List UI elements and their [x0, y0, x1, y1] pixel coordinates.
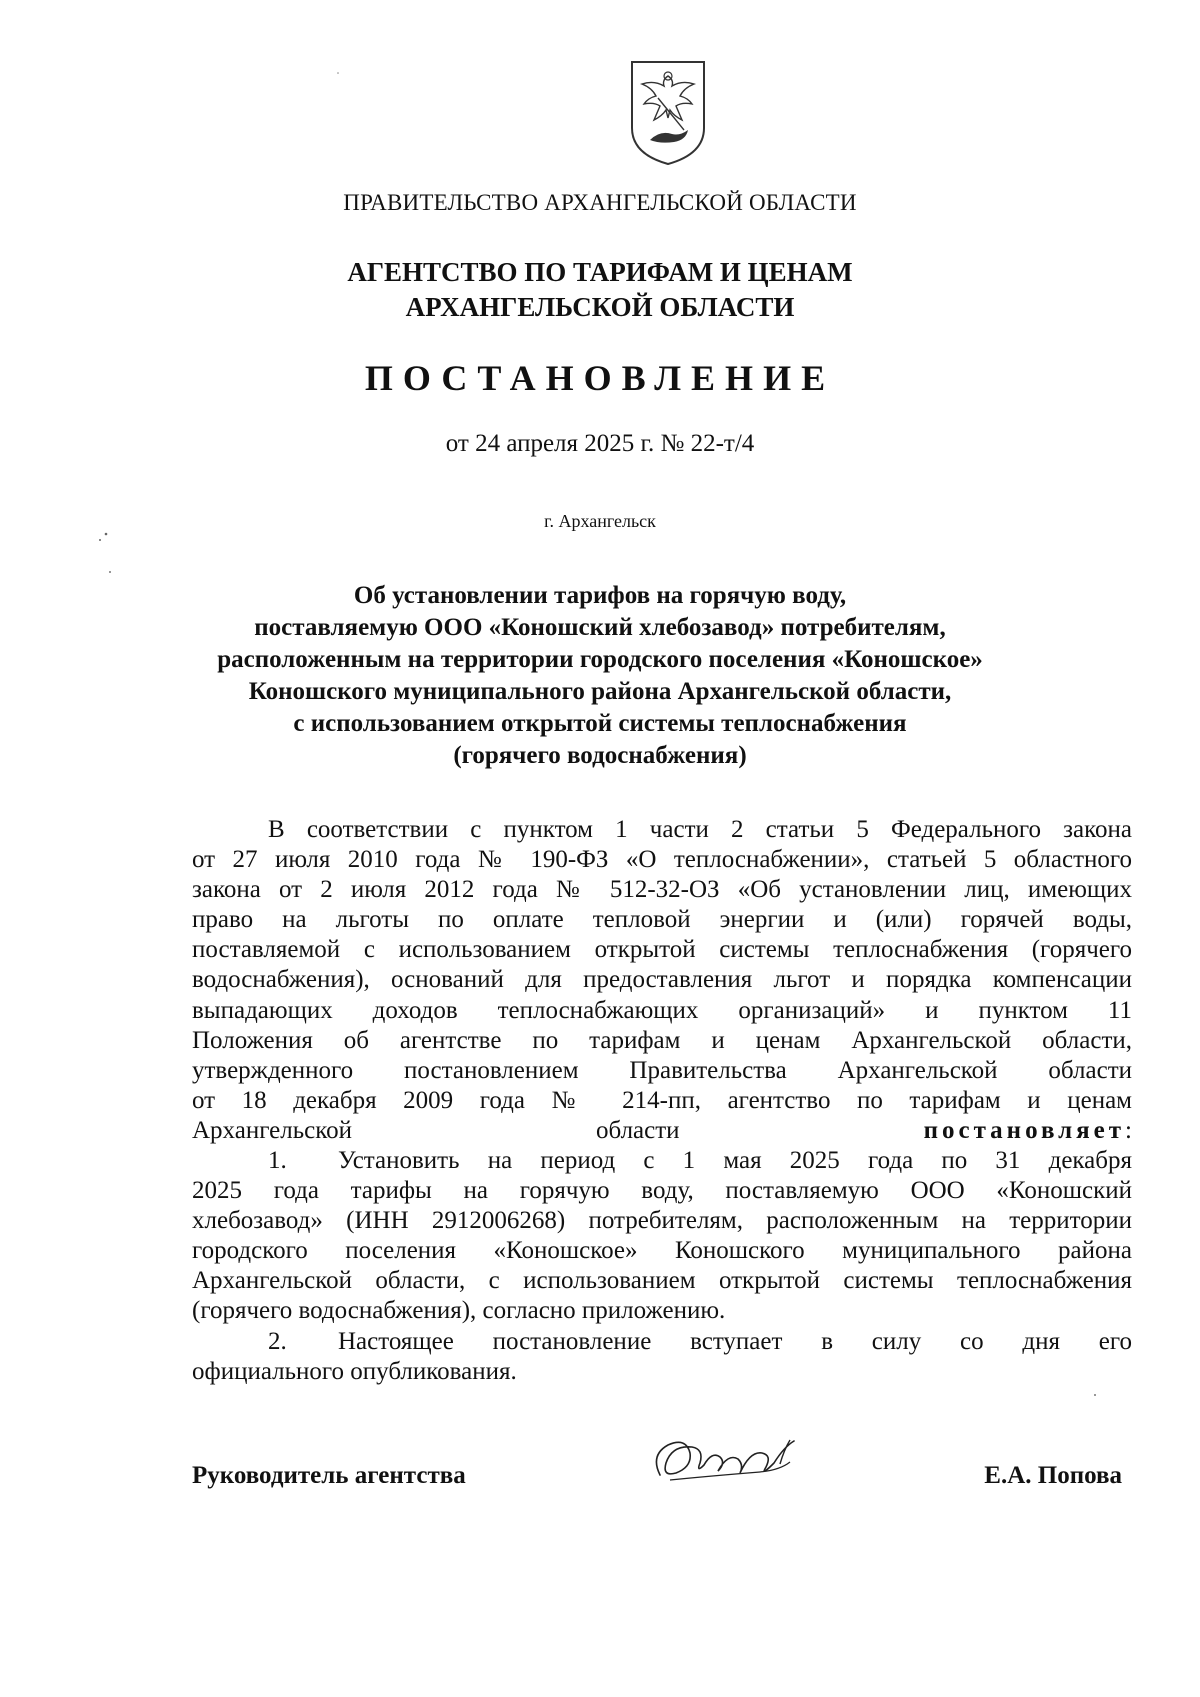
signatory-position: Руководитель агентства: [192, 1462, 466, 1489]
body-line: от 18 декабря 2009 года № 214-пп, агентство по тарифам и ценам: [192, 1086, 1132, 1114]
item-2-number: 2.: [268, 1328, 287, 1355]
item-1-line: Архангельской области, с использованием открытой системы теплоснабжения: [192, 1267, 1132, 1295]
body-line: право на льготы по оплате тепловой энергии и (или) горячей воды,: [192, 906, 1132, 934]
subject-line: с использованием открытой системы теплоснабжения: [293, 710, 907, 737]
resolves-prefix: Архангельской области: [192, 1116, 924, 1144]
item-2-line: официального опубликования.: [192, 1358, 517, 1386]
item-1-line: городского поселения «Коношское» Коношского муниципального района: [192, 1237, 1132, 1265]
item-1-line: 2025 года тарифы на горячую воду, поставляемую ООО «Коношский: [192, 1177, 1132, 1205]
body-line: Положения об агентстве по тарифам и ценам Архангельской области,: [192, 1026, 1132, 1054]
body-line: В соответствии с пунктом 1 части 2 статьи 5 Федерального закона: [268, 816, 1132, 843]
preamble-paragraph: [192, 815, 1132, 1146]
document-subject: [0, 580, 1200, 772]
item-2: [192, 1327, 1132, 1387]
item-2-line: [192, 1327, 1132, 1357]
body-line: поставляемой с использованием открытой системы теплоснабжения (горячего: [192, 936, 1132, 964]
item-1-line: [192, 1146, 1132, 1176]
handwritten-signature-icon: [640, 1420, 810, 1500]
resolves-suffix: :: [1125, 1116, 1132, 1144]
item-1-text: Установить на период с 1 мая 2025 года по 31 декабря: [338, 1147, 1132, 1174]
resolves-word: постановляет: [923, 1116, 1126, 1144]
subject-line: расположенным на территории городского поселения «Коношское»: [217, 646, 983, 673]
agency-heading-line2: АРХАНГЕЛЬСКОЙ ОБЛАСТИ: [405, 292, 795, 322]
body-line: выпадающих доходов теплоснабжающих организаций» и пунктом 11: [192, 996, 1132, 1024]
body-line: от 27 июля 2010 года № 190-ФЗ «О теплоснабжении», статьей 5 областного: [192, 846, 1132, 874]
subject-line: Об установлении тарифов на горячую воду,: [353, 582, 847, 609]
body-line-resolves: [192, 1116, 1132, 1146]
item-1: [192, 1146, 1132, 1327]
body-line: утвержденного постановлением Правительства Архангельской области: [192, 1056, 1132, 1084]
item-1-line: (горячего водоснабжения), согласно приложению.: [192, 1297, 726, 1325]
document-date-number: от 24 апреля 2025 г. № 22-т/4: [445, 430, 755, 457]
signatory-name: Е.А. Попова: [984, 1462, 1122, 1489]
item-1-line: хлебозавод» (ИНН 2912006268) потребителям, расположенным на территории: [192, 1207, 1132, 1235]
body-line: закона от 2 июля 2012 года № 512-32-ОЗ «Об установлении лиц, имеющих: [192, 876, 1132, 904]
agency-heading: [0, 255, 1200, 325]
subject-line: Коношского муниципального района Архангельской области,: [248, 678, 952, 705]
government-heading: ПРАВИТЕЛЬСТВО АРХАНГЕЛЬСКОЙ ОБЛАСТИ: [343, 190, 857, 215]
subject-line: поставляемую ООО «Коношский хлебозавод» потребителям,: [254, 614, 946, 641]
subject-line: (горячего водоснабжения): [453, 742, 747, 769]
item-2-text: Настоящее постановление вступает в силу со дня его: [338, 1328, 1132, 1355]
body-line: водоснабжения), оснований для предоставления льгот и порядка компенсации: [192, 966, 1132, 994]
coat-of-arms-icon: [628, 58, 708, 168]
document-type-title: ПОСТАНОВЛЕНИЕ: [364, 358, 836, 398]
agency-heading-line1: АГЕНТСТВО ПО ТАРИФАМ И ЦЕНАМ: [347, 257, 853, 287]
document-city: г. Архангельск: [544, 511, 656, 531]
item-1-number: 1.: [268, 1147, 287, 1174]
